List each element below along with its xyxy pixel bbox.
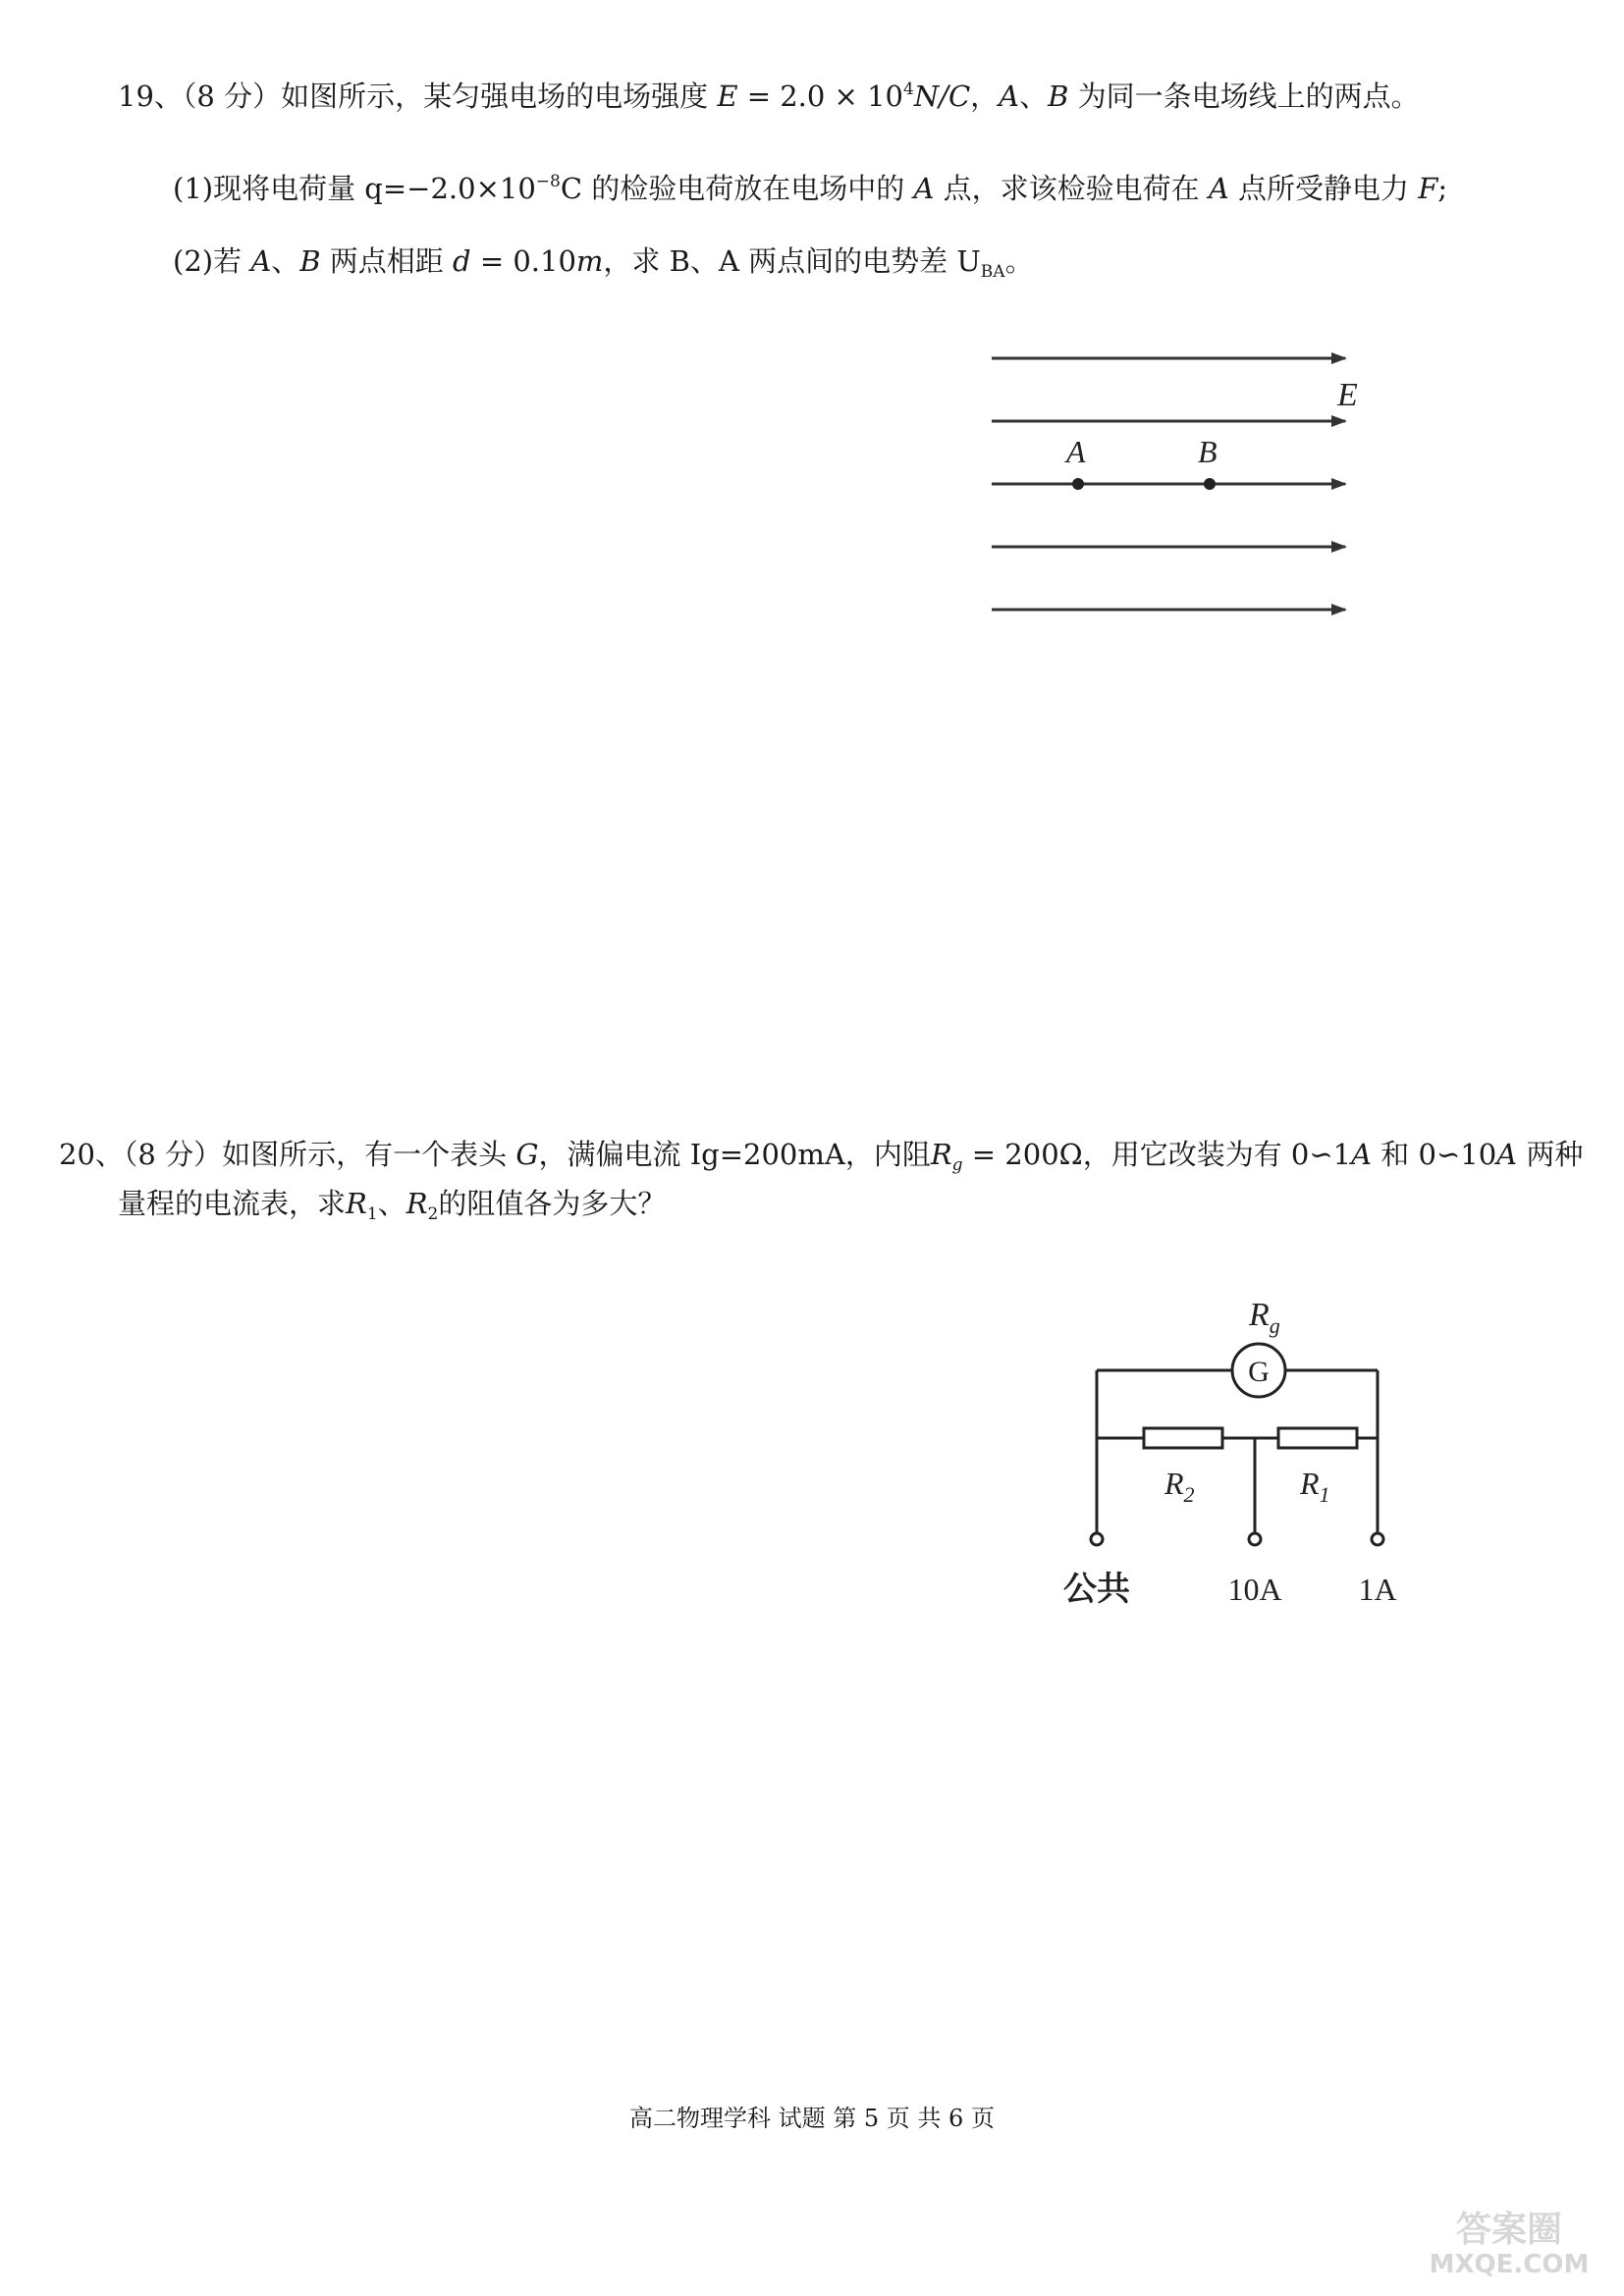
terminal-1a-label: 1A bbox=[1358, 1572, 1397, 1607]
watermark-bottom: MXQE.COM bbox=[1429, 2250, 1590, 2278]
label-rg: $R_g$ bbox=[1249, 1297, 1280, 1338]
q19-part2: (2)若 A、B 两点相距 d = 0.10m，求 B、A 两点间的电势差 $U_{BA}$。 bbox=[173, 244, 1034, 282]
q19-part1: (1)现将电荷量 $q=-2.0\times 10^{-8}C$ 的检验电荷放在电场中的 A 点，求该检验电荷在 A 点所受静电力 F; bbox=[173, 172, 1448, 205]
ammeter-circuit-figure bbox=[1041, 1276, 1434, 1629]
label-a: A bbox=[1066, 434, 1086, 469]
q20-stem: 20、（8 分）如图所示，有一个表头 G，满偏电流 Ig=200mA，内阻$R_g = 200\Omega$，用它改装为有 0∽1A 和 0∽10A 两种 bbox=[59, 1138, 1584, 1175]
page-footer: 高二物理学科 试题 第 5 页 共 6 页 bbox=[629, 2105, 995, 2132]
point-b bbox=[1204, 478, 1216, 490]
label-r2: $R_2$ bbox=[1164, 1466, 1195, 1507]
watermark-top: 答案圈 bbox=[1455, 2210, 1563, 2250]
watermark-logo bbox=[1416, 2206, 1602, 2278]
terminal-common bbox=[1091, 1533, 1103, 1545]
label-r1: $R_1$ bbox=[1300, 1466, 1330, 1507]
terminal-10a bbox=[1249, 1533, 1261, 1545]
point-a bbox=[1072, 478, 1084, 490]
q19-stem: 19、（8 分）如图所示，某匀强电场的电场强度 $E = 2.0 \times 10^4N/C$，A、B 为同一条电场线上的两点。 bbox=[118, 80, 1420, 113]
label-b: B bbox=[1198, 434, 1218, 469]
terminal-common-label: 公共 bbox=[1063, 1572, 1130, 1608]
galvanometer-label: G bbox=[1248, 1356, 1270, 1388]
terminal-10a-label: 10A bbox=[1227, 1572, 1282, 1607]
resistor-r2 bbox=[1144, 1428, 1222, 1448]
resistor-r1 bbox=[1278, 1428, 1357, 1448]
terminal-1a bbox=[1372, 1533, 1383, 1545]
label-e: E bbox=[1337, 377, 1358, 413]
q20-stem-line2: 量程的电流表，求$R_1$、$R_2$的阻值各为多大？ bbox=[118, 1187, 667, 1224]
electric-field-figure bbox=[982, 334, 1394, 628]
